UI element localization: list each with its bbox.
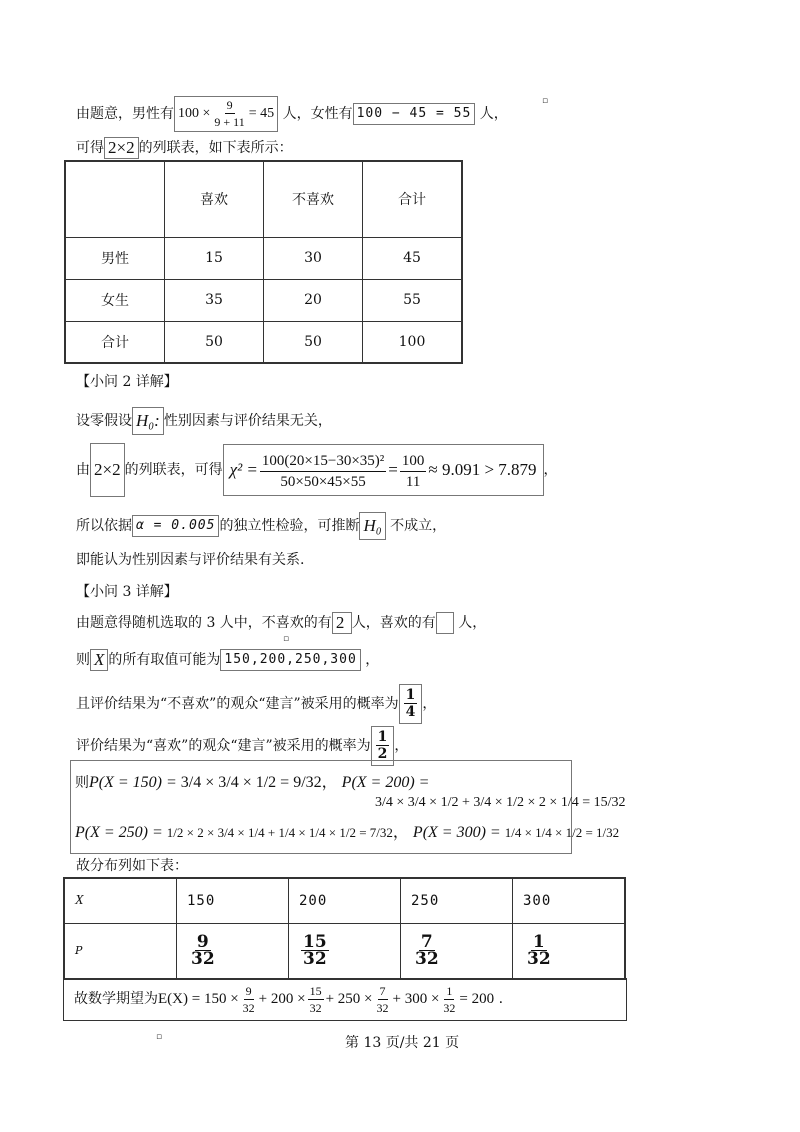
denominator: 32 bbox=[527, 949, 551, 970]
q2-line-2 bbox=[76, 443, 558, 497]
table-cell bbox=[65, 161, 165, 237]
marker-icon: ▫ bbox=[156, 1032, 163, 1042]
fraction bbox=[404, 687, 418, 720]
numerator: 9 bbox=[226, 98, 233, 113]
table-cell: 女生 bbox=[65, 279, 165, 321]
denominator: 32 bbox=[242, 1000, 255, 1015]
table-row bbox=[65, 279, 462, 321]
text: 人， bbox=[458, 615, 487, 631]
marker-icon: ▫ bbox=[542, 96, 549, 106]
q2-line-4: 即能认为性别因素与评价结果有关系. bbox=[76, 552, 305, 568]
text: 设零假设 bbox=[76, 413, 132, 429]
text: 的独立性检验，可推断 bbox=[219, 518, 360, 534]
q3-line-2 bbox=[76, 649, 379, 671]
result: ≈ 9.091 > 7.879 bbox=[428, 460, 537, 479]
table-cell: 55 bbox=[363, 279, 463, 321]
denominator: 2 bbox=[377, 746, 388, 763]
expr: + 300 × bbox=[392, 991, 440, 1007]
denominator: 4 bbox=[405, 704, 416, 721]
table-cell: 300 bbox=[513, 878, 626, 923]
q3-line-3 bbox=[76, 684, 436, 724]
numerator: 1 bbox=[377, 729, 388, 746]
text: 由 bbox=[76, 462, 90, 478]
table-cell: 不喜欢 bbox=[264, 161, 363, 237]
fraction bbox=[241, 983, 257, 1016]
p250-value: 1/2 × 2 × 3/4 × 1/4 + 1/4 × 1/4 × 1/2 = 7/32 bbox=[166, 825, 393, 840]
math-box: 150,200,250,300 bbox=[220, 649, 360, 671]
p200-label: P(X = 200) = bbox=[341, 774, 430, 791]
fraction bbox=[413, 932, 441, 970]
text: 不成立， bbox=[390, 518, 447, 534]
text: 的所有取值可能为 bbox=[108, 652, 221, 668]
table-cell: 15 bbox=[165, 237, 264, 279]
expr-rhs: = 45 bbox=[248, 106, 275, 121]
numerator: 1 bbox=[446, 983, 453, 998]
denominator: 32 bbox=[191, 949, 215, 970]
line-1 bbox=[76, 96, 508, 132]
numerator: 1 bbox=[532, 932, 545, 953]
male-count-formula bbox=[174, 96, 278, 132]
prob-line-2 bbox=[75, 823, 619, 843]
line-2 bbox=[76, 137, 293, 159]
text: ， bbox=[392, 824, 409, 841]
table-cell: 50 bbox=[264, 321, 363, 363]
table-header-row bbox=[65, 161, 462, 237]
denominator: 11 bbox=[405, 474, 421, 491]
contingency-table bbox=[64, 160, 463, 364]
table-cell: 250 bbox=[401, 878, 513, 923]
p300-value: 1/4 × 1/4 × 1/2 = 1/32 bbox=[504, 825, 620, 840]
table-cell: 合计 bbox=[65, 321, 165, 363]
table-cell: P bbox=[64, 923, 177, 979]
numerator: 9 bbox=[245, 983, 252, 998]
numerator: 7 bbox=[379, 983, 386, 998]
text: 的列联表，如下表所示： bbox=[138, 140, 293, 156]
table-cell: 45 bbox=[363, 237, 463, 279]
dist-intro: 故分布列如下表： bbox=[76, 858, 188, 874]
fraction bbox=[525, 932, 553, 970]
table-cell: 喜欢 bbox=[165, 161, 264, 237]
q2-heading: 【小问 2 详解】 bbox=[76, 374, 178, 390]
table-cell: 男性 bbox=[65, 237, 165, 279]
p150-label: P(X = 150) = bbox=[89, 774, 177, 791]
text: 人，喜欢的有 bbox=[351, 615, 436, 631]
denominator: 32 bbox=[415, 949, 439, 970]
denominator: 32 bbox=[309, 1000, 322, 1015]
numerator: 15 bbox=[309, 983, 322, 998]
fraction bbox=[301, 932, 329, 970]
table-cell: 20 bbox=[264, 279, 363, 321]
p300-label: P(X = 300) = bbox=[412, 824, 501, 841]
numerator: 15 bbox=[303, 932, 327, 953]
expr: E(X) = 150 × bbox=[158, 991, 239, 1007]
text: 评价结果为“喜欢”的观众“建言”被采用的概率为 bbox=[76, 738, 371, 754]
table-cell: 50 bbox=[165, 321, 264, 363]
text: ， bbox=[543, 462, 558, 478]
math-box: 2×2 bbox=[90, 443, 125, 497]
chi-square-formula bbox=[223, 444, 544, 496]
table-cell: 35 bbox=[165, 279, 264, 321]
p250-label: P(X = 250) = bbox=[75, 824, 163, 841]
table-cell: 200 bbox=[289, 878, 401, 923]
fraction bbox=[400, 451, 427, 492]
p200-value: 3/4 × 3/4 × 1/2 + 3/4 × 1/2 × 2 × 1/4 = 15/32 bbox=[375, 795, 626, 810]
table-row bbox=[64, 878, 625, 923]
table-cell: 100 bbox=[363, 321, 463, 363]
text: 性别因素与评价结果无关， bbox=[163, 413, 332, 429]
text: 所以依据 bbox=[76, 518, 132, 534]
text: . bbox=[498, 991, 504, 1007]
text: ， bbox=[365, 652, 380, 668]
text: ， bbox=[394, 738, 409, 754]
numerator: 7 bbox=[420, 932, 433, 953]
text: 的列联表，可得 bbox=[124, 462, 223, 478]
numerator: 1 bbox=[405, 687, 416, 704]
table-cell: 30 bbox=[264, 237, 363, 279]
q2-line-1 bbox=[76, 407, 332, 435]
expectation-box bbox=[63, 978, 627, 1021]
math-box: X bbox=[90, 649, 108, 671]
math-box: H₀: bbox=[132, 407, 164, 435]
table-cell bbox=[401, 923, 513, 979]
text: 由题意，男性有 bbox=[76, 106, 174, 122]
table-cell: X bbox=[64, 878, 177, 923]
chi-label: χ² = bbox=[229, 460, 258, 479]
text: ， bbox=[422, 696, 437, 712]
marker-icon: ▫ bbox=[283, 634, 290, 644]
text: 由题意得随机选取的 3 人中，不喜欢的有 bbox=[76, 615, 332, 631]
math-box: H₀ bbox=[359, 512, 385, 540]
female-count-formula: 100 − 45 = 55 bbox=[353, 103, 476, 125]
table-cell: 合计 bbox=[363, 161, 463, 237]
prob-line-1b bbox=[75, 793, 626, 813]
table-cell: 150 bbox=[177, 878, 289, 923]
equals: = bbox=[388, 460, 398, 479]
probability-formulas bbox=[70, 760, 626, 854]
page-footer: 第 13 页/共 21 页 bbox=[345, 1035, 460, 1051]
q3-line-1 bbox=[76, 612, 486, 634]
text: 且评价结果为“不喜欢”的观众“建言”被采用的概率为 bbox=[76, 696, 399, 712]
numerator: 100(20×15−30×35)² bbox=[260, 451, 386, 472]
denominator: 32 bbox=[376, 1000, 389, 1015]
fraction bbox=[441, 983, 457, 1016]
q2-line-3 bbox=[76, 512, 446, 540]
text: 则 bbox=[75, 775, 89, 791]
math-box: 2 bbox=[332, 612, 352, 634]
text: 可得 bbox=[76, 140, 104, 156]
fraction bbox=[260, 451, 386, 492]
fraction bbox=[375, 983, 391, 1016]
numerator: 9 bbox=[196, 932, 209, 953]
table-cell bbox=[289, 923, 401, 979]
math-box: α = 0.005 bbox=[132, 515, 219, 537]
math-box bbox=[436, 612, 454, 634]
prob-line-1 bbox=[75, 773, 429, 793]
numerator: 100 bbox=[400, 451, 427, 472]
fraction bbox=[308, 983, 324, 1016]
expr: + 200 × bbox=[258, 991, 306, 1007]
denominator: 32 bbox=[303, 949, 327, 970]
q3-heading: 【小问 3 详解】 bbox=[76, 584, 178, 600]
text: 则 bbox=[76, 652, 90, 668]
math-box: 2×2 bbox=[104, 137, 139, 159]
fraction bbox=[212, 97, 246, 130]
math-box bbox=[399, 684, 423, 724]
expr: = 200 bbox=[459, 991, 495, 1007]
p150-value: 3/4 × 3/4 × 1/2 = 9/32 bbox=[180, 774, 322, 791]
text: 人，女性有 bbox=[282, 106, 353, 122]
text: ， bbox=[321, 774, 338, 791]
table-row bbox=[65, 321, 462, 363]
table-cell bbox=[513, 923, 626, 979]
fraction bbox=[376, 729, 390, 762]
table-cell bbox=[177, 923, 289, 979]
denominator: 9 + 11 bbox=[214, 115, 245, 130]
denominator: 50×50×45×55 bbox=[280, 474, 366, 491]
fraction bbox=[189, 932, 217, 970]
denominator: 32 bbox=[443, 1000, 456, 1015]
expr-lhs: 100 × bbox=[178, 106, 211, 121]
table-row bbox=[65, 237, 462, 279]
distribution-table bbox=[63, 877, 626, 980]
table-row bbox=[64, 923, 625, 979]
expectation-line bbox=[74, 980, 503, 1018]
text: 故数学期望为 bbox=[74, 991, 158, 1007]
expr: + 250 × bbox=[325, 991, 373, 1007]
text: 人， bbox=[479, 106, 508, 122]
